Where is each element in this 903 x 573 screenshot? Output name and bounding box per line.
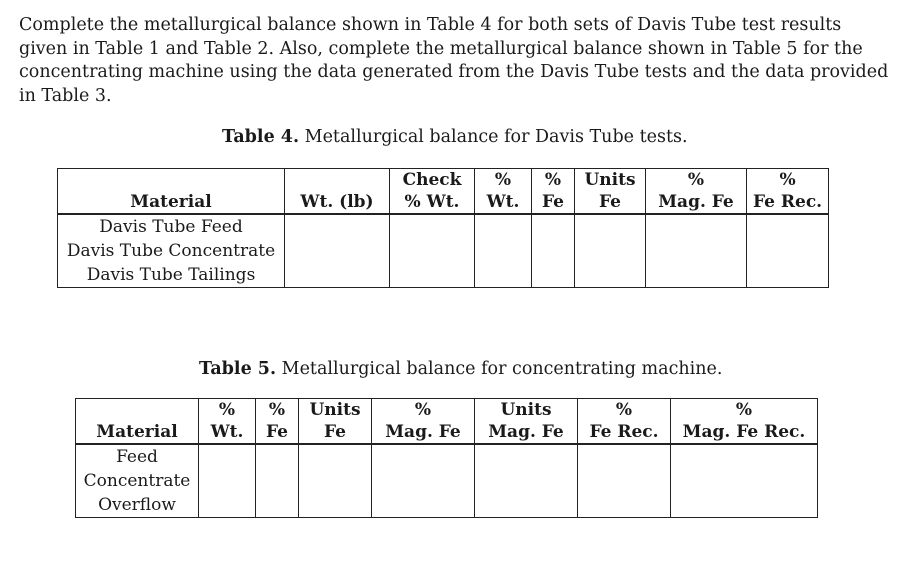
table-cell	[372, 469, 475, 493]
t5-h2-3: Fe	[299, 421, 372, 444]
t4-h1-4: %	[532, 169, 575, 192]
table-cell	[578, 493, 671, 518]
table-cell	[299, 469, 372, 493]
table-row	[76, 444, 818, 469]
table-cell	[646, 239, 747, 263]
table-cell	[575, 214, 646, 239]
table-cell	[475, 493, 578, 518]
t5-row-label: Concentrate	[76, 469, 199, 493]
t5-h1-3: Units	[299, 399, 372, 422]
table-row	[58, 214, 829, 239]
table-cell	[299, 444, 372, 469]
t4-h2-2: % Wt.	[390, 191, 475, 214]
t4-h1-7: %	[747, 169, 829, 192]
t4-h1-5: Units	[575, 169, 646, 192]
t4-h2-3: Wt.	[475, 191, 532, 214]
table-cell	[575, 263, 646, 288]
table5-caption-text: Metallurgical balance for concentrating machine.	[281, 359, 723, 379]
table5-caption-label: Table 5.	[199, 359, 277, 379]
table-cell	[256, 469, 299, 493]
table-cell	[532, 263, 575, 288]
instructions-paragraph: Complete the metallurgical balance shown in Table 4 for both sets of Davis Tube test results given in Table 1 and Table 2. Also, complete the metallurgical balance shown in Table 5 for the concentrating machine using the data generated from the Davis Tube tests and the data provided in Table 3.	[19, 15, 889, 106]
table-cell	[671, 444, 818, 469]
table-cell	[390, 214, 475, 239]
t5-h1-0	[76, 399, 199, 422]
t5-h2-2: Fe	[256, 421, 299, 444]
table-cell	[390, 239, 475, 263]
t4-h2-4: Fe	[532, 191, 575, 214]
t5-row-label: Feed	[76, 444, 199, 469]
table-cell	[475, 239, 532, 263]
t4-row-label: Davis Tube Concentrate	[58, 239, 285, 263]
table-cell	[199, 444, 256, 469]
table4-caption	[222, 127, 688, 147]
table-row	[76, 493, 818, 518]
table5	[75, 398, 818, 518]
t4-h1-3: %	[475, 169, 532, 192]
table-cell	[475, 263, 532, 288]
t5-h2-5: Mag. Fe	[475, 421, 578, 444]
table4	[57, 168, 829, 288]
t4-h1-2: Check	[390, 169, 475, 192]
table5-caption	[199, 359, 722, 379]
t4-row-label: Davis Tube Feed	[58, 214, 285, 239]
table-cell	[475, 444, 578, 469]
table-cell	[578, 469, 671, 493]
table-cell	[390, 263, 475, 288]
t4-h1-1	[285, 169, 390, 192]
table-cell	[256, 444, 299, 469]
table-cell	[475, 469, 578, 493]
table-cell	[285, 214, 390, 239]
table-row	[58, 263, 829, 288]
t4-h2-0: Material	[58, 191, 285, 214]
table-cell	[532, 239, 575, 263]
table-cell	[299, 493, 372, 518]
t5-h1-6: %	[578, 399, 671, 422]
table-cell	[532, 214, 575, 239]
table4-caption-text: Metallurgical balance for Davis Tube tests.	[304, 127, 688, 147]
table4-caption-label: Table 4.	[222, 127, 300, 147]
table-cell	[646, 214, 747, 239]
table-cell	[747, 239, 829, 263]
table-cell	[285, 263, 390, 288]
t5-h2-0: Material	[76, 421, 199, 444]
t4-h2-5: Fe	[575, 191, 646, 214]
table-cell	[747, 263, 829, 288]
table-cell	[199, 469, 256, 493]
t4-h1-0	[58, 169, 285, 192]
table-cell	[575, 239, 646, 263]
table-cell	[285, 239, 390, 263]
table-cell	[372, 444, 475, 469]
table-cell	[578, 444, 671, 469]
t4-h2-7: Fe Rec.	[747, 191, 829, 214]
t5-h2-4: Mag. Fe	[372, 421, 475, 444]
t5-row-label: Overflow	[76, 493, 199, 518]
table-row	[58, 239, 829, 263]
table-cell	[671, 493, 818, 518]
t4-h1-6: %	[646, 169, 747, 192]
table-cell	[256, 493, 299, 518]
t5-h1-2: %	[256, 399, 299, 422]
table-cell	[646, 263, 747, 288]
t5-h2-6: Fe Rec.	[578, 421, 671, 444]
t4-row-label: Davis Tube Tailings	[58, 263, 285, 288]
table-cell	[475, 214, 532, 239]
t5-h1-1: %	[199, 399, 256, 422]
t5-h2-1: Wt.	[199, 421, 256, 444]
table-cell	[199, 493, 256, 518]
t5-h1-4: %	[372, 399, 475, 422]
t4-h2-1: Wt. (lb)	[285, 191, 390, 214]
table-cell	[747, 214, 829, 239]
table-row	[76, 469, 818, 493]
t5-h1-7: %	[671, 399, 818, 422]
t5-h2-7: Mag. Fe Rec.	[671, 421, 818, 444]
t5-h1-5: Units	[475, 399, 578, 422]
table-cell	[671, 469, 818, 493]
table-cell	[372, 493, 475, 518]
t4-h2-6: Mag. Fe	[646, 191, 747, 214]
